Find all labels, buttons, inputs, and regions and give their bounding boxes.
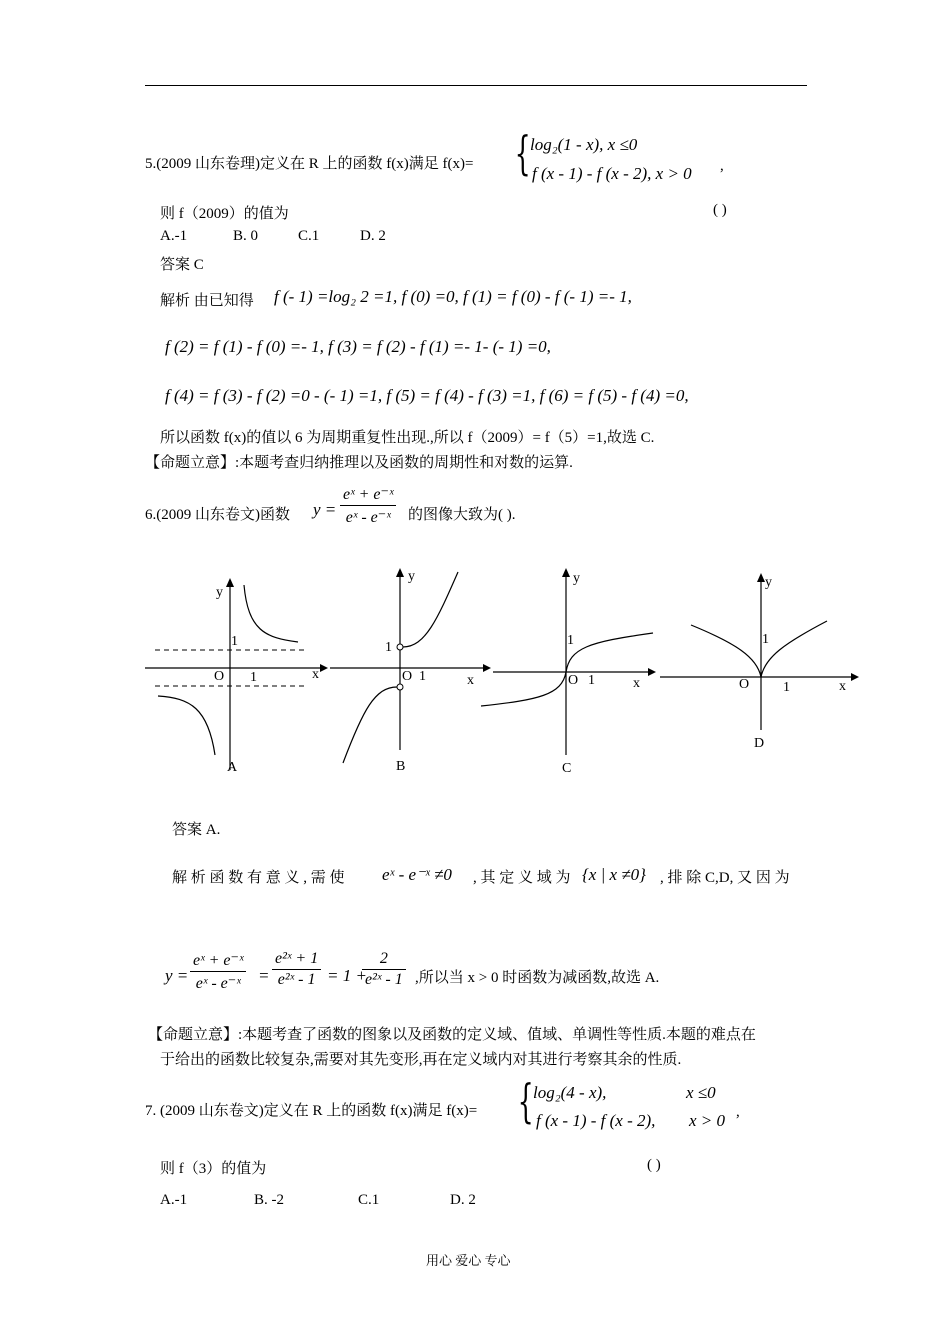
q5-solution-label: 解析 由已知得 (160, 293, 254, 309)
graph-b-one-y: 1 (385, 640, 392, 655)
header-rule (145, 85, 807, 86)
q5-option-c: C.1 (298, 228, 320, 244)
q6-stem-pre: 6.(2009 山东卷文)函数 (145, 507, 290, 523)
graph-d-x-label: x (839, 679, 846, 694)
q6-frac-den: eˣ - e⁻ˣ (345, 509, 391, 526)
graph-d-label: D (754, 736, 765, 751)
q7-brace: { (517, 1074, 534, 1128)
q5-brace: { (514, 126, 531, 180)
q6-solution-condition: eˣ - e⁻ˣ ≠0 (382, 865, 452, 884)
q7-case2-expr: f (x - 1) - f (x - 2), (536, 1111, 656, 1130)
graph-b-y-label: y (408, 569, 415, 584)
q5-answer-paren: ( ) (713, 202, 727, 218)
graph-a-label: A (227, 760, 238, 775)
q6-eq-num2: e²ˣ + 1 (272, 950, 321, 970)
q6-fraction (340, 484, 396, 527)
graph-a (140, 570, 330, 780)
q6-solution-mid: , 其 定 义 域 为 (473, 870, 571, 886)
graph-d-one-x: 1 (783, 680, 790, 695)
q7-option-d: D. 2 (450, 1192, 476, 1208)
graph-b-origin: O (402, 669, 413, 684)
q7-option-b: B. -2 (254, 1192, 284, 1208)
graph-c (478, 560, 663, 780)
graph-c-origin: O (568, 673, 579, 688)
q5-solution-line2: f (2) = f (1) - f (0) =- 1, f (3) = f (2) - f (1) =- 1- (- 1) =0, (165, 337, 551, 356)
q7-stem: 7. (2009 山东卷文)定义在 R 上的函数 f(x)满足 f(x)= (145, 1103, 478, 1119)
q6-eq-tail: ,所以当 x > 0 时函数为减函数,故选 A. (415, 970, 660, 986)
q7-case2-cond: x > 0 (689, 1111, 726, 1130)
q6-eq-equals1: = (258, 966, 270, 985)
graph-a-one-x: 1 (250, 670, 257, 685)
q6-answer: 答案 A. (172, 822, 221, 838)
q6-eq-den3: e²ˣ - 1 (365, 971, 403, 988)
graph-d (655, 565, 865, 760)
q5-case1: log₂(1 - x), x ≤0 (530, 135, 638, 154)
q6-eq-num1: eˣ + e⁻ˣ (190, 950, 246, 972)
q7-case1-cond: x ≤0 (686, 1083, 716, 1102)
q6-eq-frac3 (362, 950, 406, 989)
q6-func-y: y = (313, 500, 337, 519)
graph-c-x-label: x (633, 676, 640, 691)
graph-c-y-label: y (573, 571, 580, 586)
graph-d-one-y: 1 (762, 632, 769, 647)
q6-solution-label: 解 析 函 数 有 意 义 , 需 使 (172, 870, 345, 886)
q6-eq-frac2 (272, 950, 321, 989)
graph-c-one-y: 1 (567, 633, 574, 648)
q5-ask: 则 f（2009）的值为 (160, 206, 289, 222)
q6-eq-den2: e²ˣ - 1 (277, 971, 316, 988)
graph-b-one-x: 1 (419, 669, 426, 684)
graph-a-origin: O (214, 669, 225, 684)
graph-a-x-label: x (312, 667, 319, 682)
q5-case2: f (x - 1) - f (x - 2), x > 0 (532, 164, 692, 183)
q7-option-a: A.-1 (160, 1192, 188, 1208)
q5-option-b: B. 0 (233, 228, 259, 244)
q7-ask: 则 f（3）的值为 (160, 1161, 267, 1177)
graph-b-x-label: x (467, 673, 474, 688)
q6-eq-den1: eˣ - e⁻ˣ (195, 975, 241, 992)
q6-frac-num: eˣ + e⁻ˣ (340, 484, 396, 506)
q6-stem-post: 的图像大致为( ). (408, 507, 516, 523)
q5-option-a: A.-1 (160, 228, 188, 244)
q7-comma: , (736, 1104, 740, 1120)
q6-eq-num3: 2 (362, 950, 406, 970)
graph-c-label: C (562, 761, 572, 776)
page-footer: 用心 爱心 专心 (426, 1253, 511, 1268)
q5-solution-line4: 所以函数 f(x)的值以 6 为周期重复性出现.,所以 f（2009）= f（5）=1,故选 C. (160, 430, 655, 446)
q5-answer: 答案 C (160, 257, 204, 273)
graph-b (325, 560, 495, 780)
graph-a-one-y: 1 (231, 634, 238, 649)
q5-intent: 【命题立意】:本题考查归纳推理以及函数的周期性和对数的运算. (145, 455, 573, 471)
graph-b-label: B (396, 759, 406, 774)
q5-stem: 5.(2009 山东卷理)定义在 R 上的函数 f(x)满足 f(x)= (145, 156, 474, 172)
graph-d-origin: O (739, 677, 750, 692)
q6-eq-y: y = (165, 966, 189, 985)
q7-option-c: C.1 (358, 1192, 380, 1208)
q7-answer-paren: ( ) (647, 1157, 661, 1173)
q7-case1-expr: log₂(4 - x), (533, 1083, 607, 1102)
graph-c-one-x: 1 (588, 673, 595, 688)
q6-eq-equals2: = 1 + (327, 966, 367, 985)
q5-comma: , (720, 158, 724, 174)
q6-intent-line2: 于给出的函数比较复杂,需要对其先变形,再在定义域内对其进行考察其余的性质. (160, 1052, 682, 1068)
q5-solution-line1: f (- 1) =log₂ 2 =1, f (0) =0, f (1) = f (0) - f (- 1) =- 1, (274, 287, 632, 306)
q6-solution-set: {x | x ≠0} (582, 865, 646, 884)
q6-eq-frac1 (190, 950, 246, 993)
graph-d-y-label: y (765, 575, 772, 590)
q5-option-d: D. 2 (360, 228, 386, 244)
q6-intent-line1: 【命题立意】:本题考查了函数的图象以及函数的定义域、值域、单调性等性质.本题的难点在 (148, 1027, 756, 1043)
graph-a-y-label: y (216, 585, 223, 600)
q6-solution-end: , 排 除 C,D, 又 因 为 (660, 870, 790, 886)
q5-solution-line3: f (4) = f (3) - f (2) =0 - (- 1) =1, f (5) = f (4) - f (3) =1, f (6) = f (5) - f (4) =0, (165, 386, 689, 405)
